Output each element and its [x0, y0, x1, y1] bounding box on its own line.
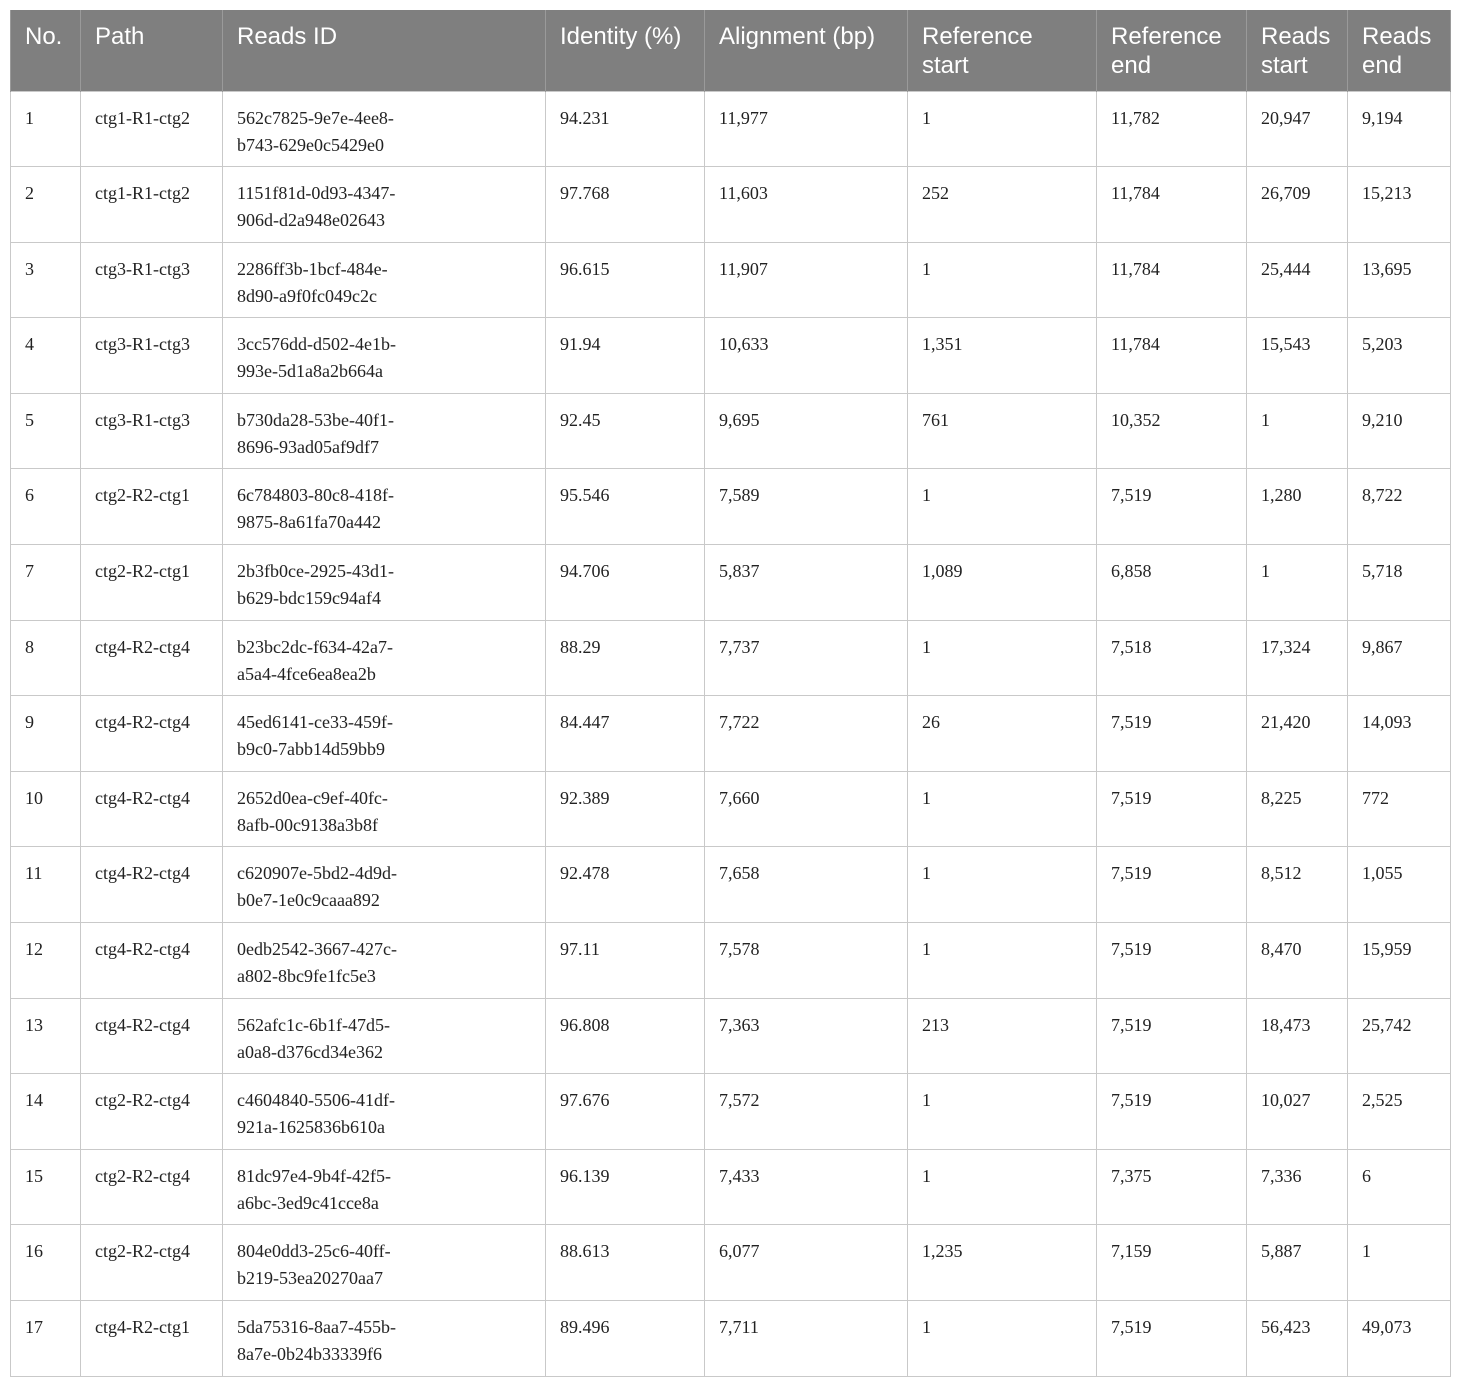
- reads-id-line: 8d90-a9f0fc049c2c: [237, 285, 377, 306]
- cell-identity: 92.389: [546, 771, 705, 847]
- cell-reads-start: 21,420: [1247, 696, 1348, 772]
- cell-identity: 92.45: [546, 393, 705, 469]
- cell-path: ctg2-R2-ctg1: [81, 469, 223, 545]
- cell-reference-end: 7,519: [1097, 696, 1247, 772]
- reads-id-line: 906d-d2a948e02643: [237, 210, 385, 231]
- cell-reads-id: [223, 469, 546, 545]
- cell-reads-id: [223, 242, 546, 318]
- cell-reference-start: 1,351: [908, 318, 1097, 394]
- cell-no: 6: [11, 469, 81, 545]
- cell-reads-id: [223, 1301, 546, 1377]
- cell-no: 16: [11, 1225, 81, 1301]
- cell-path: ctg4-R2-ctg4: [81, 771, 223, 847]
- cell-no: 7: [11, 545, 81, 621]
- table-row: [11, 998, 1451, 1074]
- cell-reads-end: 25,742: [1348, 998, 1451, 1074]
- cell-reads-start: 7,336: [1247, 1149, 1348, 1225]
- cell-reads-end: 5,718: [1348, 545, 1451, 621]
- reads-id-line: a6bc-3ed9c41cce8a: [237, 1192, 379, 1213]
- reads-id-line: a0a8-d376cd34e362: [237, 1041, 383, 1062]
- cell-reference-end: 7,519: [1097, 469, 1247, 545]
- cell-reads-start: 18,473: [1247, 998, 1348, 1074]
- table-row: [11, 167, 1451, 243]
- cell-identity: 94.706: [546, 545, 705, 621]
- table-row: [11, 923, 1451, 999]
- cell-reference-end: 6,858: [1097, 545, 1247, 621]
- cell-reads-id: [223, 771, 546, 847]
- cell-path: ctg4-R2-ctg4: [81, 696, 223, 772]
- cell-reference-start: 1: [908, 242, 1097, 318]
- table-header: [11, 10, 1451, 91]
- cell-alignment: 7,737: [705, 620, 908, 696]
- reads-id-line: 804e0dd3-25c6-40ff-: [237, 1241, 391, 1262]
- table-row: [11, 696, 1451, 772]
- cell-alignment: 7,658: [705, 847, 908, 923]
- cell-reference-end: 7,375: [1097, 1149, 1247, 1225]
- cell-reads-end: 14,093: [1348, 696, 1451, 772]
- cell-reads-id: [223, 923, 546, 999]
- reads-id-line: 562c7825-9e7e-4ee8-: [237, 107, 394, 128]
- cell-alignment: 7,589: [705, 469, 908, 545]
- cell-identity: 91.94: [546, 318, 705, 394]
- cell-no: 1: [11, 91, 81, 167]
- cell-reads-start: 8,225: [1247, 771, 1348, 847]
- cell-reads-start: 1: [1247, 393, 1348, 469]
- cell-identity: 97.768: [546, 167, 705, 243]
- cell-reference-start: 1: [908, 1074, 1097, 1150]
- table-row: [11, 318, 1451, 394]
- cell-reference-start: 1: [908, 469, 1097, 545]
- cell-reads-start: 26,709: [1247, 167, 1348, 243]
- cell-path: ctg3-R1-ctg3: [81, 318, 223, 394]
- cell-alignment: 11,603: [705, 167, 908, 243]
- cell-reference-start: 26: [908, 696, 1097, 772]
- reads-id-line: a5a4-4fce6ea8ea2b: [237, 663, 376, 684]
- reads-id-line: 3cc576dd-d502-4e1b-: [237, 334, 396, 355]
- cell-reference-end: 7,519: [1097, 923, 1247, 999]
- cell-reads-id: [223, 998, 546, 1074]
- reads-id-line: 6c784803-80c8-418f-: [237, 485, 394, 506]
- cell-reference-end: 7,159: [1097, 1225, 1247, 1301]
- cell-identity: 84.447: [546, 696, 705, 772]
- cell-reads-end: 13,695: [1348, 242, 1451, 318]
- cell-reads-start: 1,280: [1247, 469, 1348, 545]
- reads-id-line: 562afc1c-6b1f-47d5-: [237, 1014, 390, 1035]
- cell-reference-start: 761: [908, 393, 1097, 469]
- cell-reference-start: 1: [908, 923, 1097, 999]
- cell-reads-id: [223, 318, 546, 394]
- cell-reference-end: 11,784: [1097, 167, 1247, 243]
- reads-id-line: 993e-5d1a8a2b664a: [237, 361, 383, 382]
- cell-no: 3: [11, 242, 81, 318]
- cell-path: ctg1-R1-ctg2: [81, 167, 223, 243]
- cell-reference-start: 1,089: [908, 545, 1097, 621]
- cell-reference-start: 1: [908, 1149, 1097, 1225]
- table-body: [11, 91, 1451, 1376]
- cell-reads-end: 9,867: [1348, 620, 1451, 696]
- cell-reads-end: 49,073: [1348, 1301, 1451, 1377]
- cell-no: 17: [11, 1301, 81, 1377]
- cell-path: ctg4-R2-ctg4: [81, 847, 223, 923]
- header-alignment: Alignment (bp): [705, 10, 908, 91]
- cell-reads-start: 10,027: [1247, 1074, 1348, 1150]
- table-row: [11, 847, 1451, 923]
- cell-reference-end: 11,782: [1097, 91, 1247, 167]
- cell-identity: 94.231: [546, 91, 705, 167]
- cell-identity: 88.613: [546, 1225, 705, 1301]
- table-row: [11, 1225, 1451, 1301]
- cell-path: ctg2-R2-ctg4: [81, 1225, 223, 1301]
- cell-reads-start: 20,947: [1247, 91, 1348, 167]
- table-row: [11, 1149, 1451, 1225]
- reads-alignment-table: [10, 10, 1451, 1377]
- cell-reads-end: 1: [1348, 1225, 1451, 1301]
- cell-reference-end: 7,519: [1097, 1301, 1247, 1377]
- header-reads-end: Reads end: [1348, 10, 1451, 91]
- cell-identity: 88.29: [546, 620, 705, 696]
- cell-reads-end: 5,203: [1348, 318, 1451, 394]
- table-row: [11, 393, 1451, 469]
- cell-path: ctg2-R2-ctg1: [81, 545, 223, 621]
- cell-reads-id: [223, 393, 546, 469]
- cell-reference-start: 213: [908, 998, 1097, 1074]
- reads-id-line: 2652d0ea-c9ef-40fc-: [237, 787, 388, 808]
- reads-id-line: c620907e-5bd2-4d9d-: [237, 863, 397, 884]
- cell-no: 5: [11, 393, 81, 469]
- cell-reads-end: 9,194: [1348, 91, 1451, 167]
- cell-reference-end: 7,519: [1097, 998, 1247, 1074]
- cell-reads-start: 5,887: [1247, 1225, 1348, 1301]
- table-row: [11, 1074, 1451, 1150]
- reads-id-line: 2286ff3b-1bcf-484e-: [237, 258, 388, 279]
- cell-path: ctg4-R2-ctg4: [81, 998, 223, 1074]
- cell-reads-start: 1: [1247, 545, 1348, 621]
- cell-path: ctg3-R1-ctg3: [81, 242, 223, 318]
- reads-id-line: 2b3fb0ce-2925-43d1-: [237, 561, 394, 582]
- cell-reads-id: [223, 167, 546, 243]
- reads-id-line: 81dc97e4-9b4f-42f5-: [237, 1165, 391, 1186]
- header-reference-start: Reference start: [908, 10, 1097, 91]
- cell-path: ctg4-R2-ctg4: [81, 620, 223, 696]
- cell-no: 9: [11, 696, 81, 772]
- cell-identity: 96.139: [546, 1149, 705, 1225]
- reads-id-line: b629-bdc159c94af4: [237, 588, 381, 609]
- cell-reference-end: 7,518: [1097, 620, 1247, 696]
- cell-reads-end: 9,210: [1348, 393, 1451, 469]
- cell-alignment: 10,633: [705, 318, 908, 394]
- cell-alignment: 11,977: [705, 91, 908, 167]
- reads-id-line: 8a7e-0b24b33339f6: [237, 1344, 382, 1364]
- cell-alignment: 7,572: [705, 1074, 908, 1150]
- header-no: No.: [11, 10, 81, 91]
- reads-id-line: 1151f81d-0d93-4347-: [237, 183, 396, 204]
- cell-no: 12: [11, 923, 81, 999]
- reads-id-line: 45ed6141-ce33-459f-: [237, 712, 393, 733]
- cell-reference-start: 1: [908, 620, 1097, 696]
- cell-no: 4: [11, 318, 81, 394]
- cell-alignment: 7,363: [705, 998, 908, 1074]
- cell-reference-start: 1,235: [908, 1225, 1097, 1301]
- table-row: [11, 1301, 1451, 1377]
- cell-no: 2: [11, 167, 81, 243]
- header-reads-id: Reads ID: [223, 10, 546, 91]
- reads-id-line: 9875-8a61fa70a442: [237, 512, 381, 533]
- cell-path: ctg2-R2-ctg4: [81, 1074, 223, 1150]
- cell-reference-start: 1: [908, 91, 1097, 167]
- cell-reads-id: [223, 696, 546, 772]
- cell-reference-start: 1: [908, 1301, 1097, 1377]
- cell-path: ctg1-R1-ctg2: [81, 91, 223, 167]
- header-reference-end: Reference end: [1097, 10, 1247, 91]
- reads-id-line: b0e7-1e0c9caaa892: [237, 890, 380, 911]
- reads-id-line: b743-629e0c5429e0: [237, 134, 384, 155]
- header-reads-start: Reads start: [1247, 10, 1348, 91]
- cell-alignment: 7,433: [705, 1149, 908, 1225]
- cell-reference-start: 1: [908, 771, 1097, 847]
- cell-reads-id: [223, 1149, 546, 1225]
- cell-alignment: 7,578: [705, 923, 908, 999]
- reads-id-line: b219-53ea20270aa7: [237, 1268, 383, 1289]
- cell-no: 10: [11, 771, 81, 847]
- cell-reference-end: 7,519: [1097, 771, 1247, 847]
- cell-alignment: 7,660: [705, 771, 908, 847]
- cell-identity: 96.808: [546, 998, 705, 1074]
- header-path: Path: [81, 10, 223, 91]
- cell-identity: 97.11: [546, 923, 705, 999]
- cell-path: ctg3-R1-ctg3: [81, 393, 223, 469]
- cell-alignment: 5,837: [705, 545, 908, 621]
- cell-path: ctg4-R2-ctg1: [81, 1301, 223, 1377]
- cell-identity: 97.676: [546, 1074, 705, 1150]
- reads-id-line: c4604840-5506-41df-: [237, 1090, 395, 1111]
- cell-reads-end: 772: [1348, 771, 1451, 847]
- cell-no: 15: [11, 1149, 81, 1225]
- cell-reference-end: 10,352: [1097, 393, 1247, 469]
- reads-id-line: 921a-1625836b610a: [237, 1117, 385, 1138]
- reads-id-line: 0edb2542-3667-427c-: [237, 939, 397, 960]
- reads-id-line: 8696-93ad05af9df7: [237, 436, 379, 457]
- cell-reference-end: 11,784: [1097, 318, 1247, 394]
- cell-reference-end: 7,519: [1097, 1074, 1247, 1150]
- cell-reads-end: 15,213: [1348, 167, 1451, 243]
- cell-identity: 96.615: [546, 242, 705, 318]
- cell-reads-start: 56,423: [1247, 1301, 1348, 1377]
- table-row: [11, 545, 1451, 621]
- cell-reads-id: [223, 1225, 546, 1301]
- reads-id-line: a802-8bc9fe1fc5e3: [237, 966, 376, 987]
- cell-reference-end: 11,784: [1097, 242, 1247, 318]
- cell-reads-end: 2,525: [1348, 1074, 1451, 1150]
- table-row: [11, 469, 1451, 545]
- cell-reads-start: 17,324: [1247, 620, 1348, 696]
- cell-reads-id: [223, 91, 546, 167]
- cell-identity: 92.478: [546, 847, 705, 923]
- cell-alignment: 7,711: [705, 1301, 908, 1377]
- cell-path: ctg2-R2-ctg4: [81, 1149, 223, 1225]
- cell-reads-start: 15,543: [1247, 318, 1348, 394]
- reads-id-line: b9c0-7abb14d59bb9: [237, 739, 385, 760]
- cell-identity: 89.496: [546, 1301, 705, 1377]
- cell-reads-end: 6: [1348, 1149, 1451, 1225]
- table-row: [11, 91, 1451, 167]
- cell-alignment: 7,722: [705, 696, 908, 772]
- reads-id-line: b730da28-53be-40f1-: [237, 409, 394, 430]
- cell-alignment: 9,695: [705, 393, 908, 469]
- cell-reads-start: 8,470: [1247, 923, 1348, 999]
- cell-no: 14: [11, 1074, 81, 1150]
- cell-path: ctg4-R2-ctg4: [81, 923, 223, 999]
- table-row: [11, 771, 1451, 847]
- cell-reference-start: 1: [908, 847, 1097, 923]
- cell-reads-id: [223, 620, 546, 696]
- cell-no: 8: [11, 620, 81, 696]
- header-identity: Identity (%): [546, 10, 705, 91]
- table-row: [11, 620, 1451, 696]
- header-row: [11, 10, 1451, 91]
- cell-reads-end: 1,055: [1348, 847, 1451, 923]
- reads-id-line: 5da75316-8aa7-455b-: [237, 1317, 396, 1337]
- cell-alignment: 11,907: [705, 242, 908, 318]
- cell-reads-end: 15,959: [1348, 923, 1451, 999]
- table-row: [11, 242, 1451, 318]
- cell-identity: 95.546: [546, 469, 705, 545]
- reads-id-line: b23bc2dc-f634-42a7-: [237, 636, 393, 657]
- cell-reads-id: [223, 847, 546, 923]
- cell-alignment: 6,077: [705, 1225, 908, 1301]
- cell-reads-start: 25,444: [1247, 242, 1348, 318]
- cell-no: 11: [11, 847, 81, 923]
- cell-no: 13: [11, 998, 81, 1074]
- cell-reads-id: [223, 1074, 546, 1150]
- cell-reference-end: 7,519: [1097, 847, 1247, 923]
- reads-id-line: 8afb-00c9138a3b8f: [237, 814, 378, 835]
- cell-reads-start: 8,512: [1247, 847, 1348, 923]
- cell-reference-start: 252: [908, 167, 1097, 243]
- cell-reads-id: [223, 545, 546, 621]
- cell-reads-end: 8,722: [1348, 469, 1451, 545]
